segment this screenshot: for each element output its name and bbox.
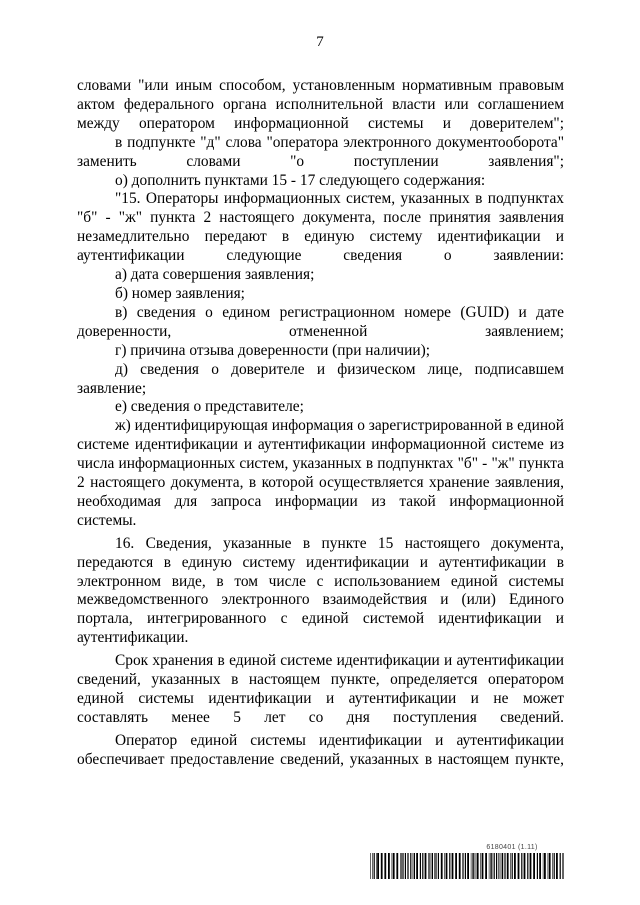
barcode-bar [543, 853, 544, 879]
barcode-bar [476, 853, 477, 879]
barcode-bar [554, 853, 555, 879]
barcode-bar [496, 853, 497, 879]
barcode-bar [512, 853, 513, 879]
barcode-bar [388, 853, 390, 879]
barcode-bar [562, 853, 563, 879]
barcode-bar [374, 853, 375, 879]
paragraph-11: ж) идентифицирующая информация о зарегистрированной в единой системе идентификации и аутентификации информационной системе из числа информационных систем, указанных в подпунктах "б" - "ж" пункта 2 настоящего документа, в которой осуществляется хранение заявления, необходимая для запроса информации из такой информационной системы. [77, 417, 564, 529]
barcode-bar [449, 853, 450, 879]
barcode-bar [402, 853, 403, 879]
barcode-bar [560, 853, 561, 879]
document-code: 6180401 (1.11) [486, 844, 538, 851]
page-number: 7 [316, 34, 324, 50]
barcode-bar [370, 853, 371, 879]
barcode-bar [527, 853, 528, 879]
barcode-bar [431, 853, 432, 879]
barcode-bar [408, 853, 409, 879]
barcode-bar [400, 853, 401, 879]
barcode-bar [510, 853, 511, 879]
barcode-bar [521, 853, 522, 879]
barcode-bar [429, 853, 430, 879]
paragraph-13: Срок хранения в единой системе идентификации и аутентификации сведений, указанных в настоящем пункте, определяется оператором единой системы идентификации и аутентификации и не может составлять менее 5 лет со дня поступления сведений. [77, 652, 564, 726]
paragraph-4: "15. Операторы информационных систем, указанных в подпунктах "б" - "ж" пункта 2 настоящего документа, после принятия заявления незамедлительно передают в единую систему идентификации и аутентификации следующие сведения о заявлении: [77, 190, 564, 265]
paragraph-5: а) дата совершения заявления; [115, 266, 315, 284]
barcode-bar [446, 853, 448, 879]
barcode-bar [432, 853, 433, 879]
barcode-bar [435, 853, 436, 879]
barcode-bar [489, 853, 490, 879]
barcode-bar [500, 853, 501, 879]
barcode-bar [407, 853, 408, 879]
paragraph-12: 16. Сведения, указанные в пункте 15 настоящего документа, передаются в единую систему идентификации и аутентификации в электронном виде, в том числе с использованием единой системы межведомственного электронного взаимодействия и (или) Единого портала, интегрированного с единой системой идентификации и аутентификации. [77, 534, 564, 647]
barcode-bar [482, 853, 484, 879]
barcode-bar [381, 853, 383, 879]
barcode-bar [533, 853, 535, 879]
barcode-bar [485, 853, 487, 879]
barcode-bar [537, 853, 538, 879]
barcode-bar [396, 853, 398, 879]
barcode-bar [467, 853, 469, 879]
barcode-bar [494, 853, 495, 879]
barcode-bar [504, 853, 505, 879]
barcode-bar [530, 853, 532, 879]
barcode-bar [556, 853, 558, 879]
barcode-bar [480, 853, 481, 879]
barcode-bar [405, 853, 406, 879]
paragraph-7: в) сведения о едином регистрационном номере (GUID) и дате доверенности, отмененной заявлением; [77, 303, 564, 340]
barcode-bar [372, 853, 373, 879]
paragraph-9: д) сведения о доверителе и физическом лице, подписавшем заявление; [77, 360, 564, 397]
barcode-bar [507, 853, 509, 879]
barcode-bar [514, 853, 516, 879]
barcode-bar [452, 853, 454, 879]
barcode-bar [491, 853, 492, 879]
barcode-bar [420, 853, 421, 879]
paragraph-14: Оператор единой системы идентификации и аутентификации обеспечивает предоставление сведений, указанных в настоящем пункте, [77, 731, 564, 768]
barcode-bar [377, 853, 379, 879]
barcode-bar [471, 853, 472, 879]
paragraph-10: е) сведения о представителе; [115, 398, 304, 416]
barcode-bar [414, 853, 415, 879]
barcode-bar [425, 853, 427, 879]
barcode-bar [518, 853, 520, 879]
paragraph-2: в подпункте "д" слова "оператора электронного документооборота" заменить словами "о поступлении заявления"; [77, 133, 564, 170]
paragraph-3: о) дополнить пунктами 15 - 17 следующего содержания: [115, 171, 486, 189]
barcode-bar [498, 853, 499, 879]
barcode-bar [552, 853, 553, 879]
barcode-bar [548, 853, 549, 879]
barcode-bar [410, 853, 411, 879]
barcode-bar [462, 853, 463, 879]
barcode-image [370, 853, 564, 879]
barcode-bar [502, 853, 503, 879]
barcode-bar [524, 853, 526, 879]
barcode-bar [441, 853, 443, 879]
barcode-bar [401, 853, 402, 879]
barcode-bar [539, 853, 541, 879]
barcode-bar [416, 853, 418, 879]
document-body [77, 77, 564, 770]
barcode-bar [501, 853, 502, 879]
barcode-bar [459, 853, 461, 879]
barcode-bar [444, 853, 445, 879]
barcode-bar [422, 853, 423, 879]
barcode-bar [434, 853, 435, 879]
barcode-bar [490, 853, 491, 879]
barcode-bar [428, 853, 429, 879]
barcode-bar [438, 853, 439, 879]
paragraph-6: б) номер заявления; [115, 284, 245, 302]
barcode-bar [392, 853, 393, 879]
barcode-bar [384, 853, 386, 879]
paragraph-8: г) причина отзыва доверенности (при наличии); [115, 341, 431, 359]
barcode-bar [465, 853, 466, 879]
barcode-bar [477, 853, 479, 879]
barcode-bar [544, 853, 546, 879]
barcode-bar [472, 853, 473, 879]
barcode-bar [563, 853, 564, 879]
barcode-bar [455, 853, 457, 879]
paragraph-1: словами "или иным способом, установленным нормативным правовым актом федерального органа исполнительной власти или соглашением между оператором информационной системы и доверителем"; [77, 77, 564, 132]
barcode-bar [549, 853, 551, 879]
barcode-bar [376, 853, 377, 879]
barcode-bar [413, 853, 414, 879]
barcode-bar [473, 853, 474, 879]
barcode-bar [393, 853, 395, 879]
